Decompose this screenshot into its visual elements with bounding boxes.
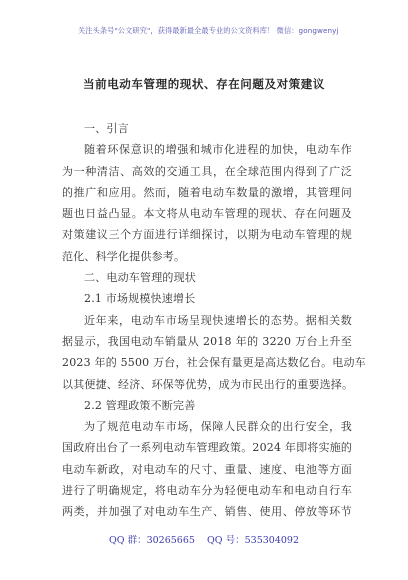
paragraph-line: 国政府出台了一系列电动车管理政策。2024 年即将实施的 [62,441,353,455]
subsection-heading: 2.1 市场规模快速增长 [84,292,196,306]
section-heading-intro: 一、引言 [84,122,129,135]
document-title: 当前电动车管理的现状、存在问题及对策建议 [83,77,325,91]
paragraph-line: 2023 年的 5500 万台，社会保有量更是高达数亿台。电动车 [62,356,366,370]
paragraph-line: 对策建议三个方面进行详细探讨，以期为电动车管理的规 [62,228,352,242]
paragraph-line: 进行了明确规定，将电动车分为轻便电动车和电动自行车 [62,484,352,498]
document-body [62,118,366,523]
paragraph-line: 两类，并加强了对电动车生产、销售、使用、停放等环节 [62,505,352,519]
paragraph-line: 为一种清洁、高效的交通工具，在全球范围内得到了广泛 [62,164,352,178]
paragraph-line: 据显示，我国电动车销量从 2018 年的 3220 万台上升至 [62,334,352,348]
subsection-heading: 2.2 管理政策不断完善 [84,398,196,412]
paragraph-line: 电动车新政，对电动车的尺寸、重量、速度、电池等方面 [62,462,352,476]
paragraph-line: 的推广和应用。然而，随着电动车数量的激增，其管理问 [62,185,352,199]
paragraph-line: 题也日益凸显。本文将从电动车管理的现状、存在问题及 [62,207,352,221]
header-notice: 关注头条号"公文研究"，获得最新最全最专业的公文资料库！ 微信：gongwenyj [78,26,339,35]
paragraph-line: 近年来，电动车市场呈现快速增长的态势。据相关数 [84,313,352,327]
paragraph-line: 以其便捷、经济、环保等优势，成为市民出行的重要选择。 [62,377,354,391]
section-heading-status: 二、电动车管理的现状 [84,271,196,285]
paragraph-line: 为了规范电动车市场，保障人民群众的出行安全，我 [84,420,352,434]
footer-contact: QQ 群：30265665 QQ 号：535304092 [108,535,300,546]
paragraph-line: 范化、科学化提供参考。 [62,249,186,263]
paragraph-line: 随着环保意识的增强和城市化进程的加快，电动车作 [84,143,352,157]
